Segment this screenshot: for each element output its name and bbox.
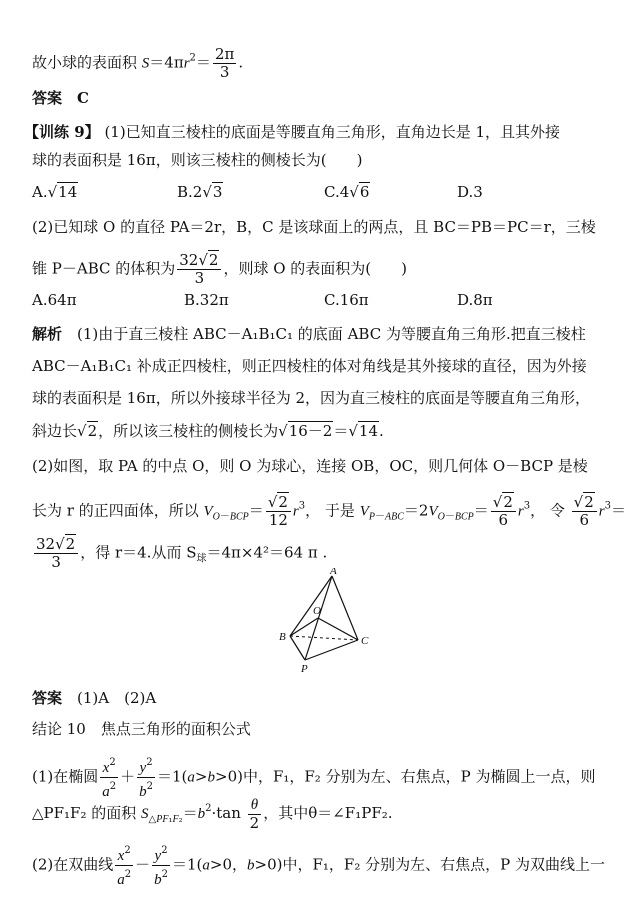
q1-text-a: (1)已知直三棱柱的底面是等腰直角三角形，直角边长是 1，且其外接: [104, 123, 561, 141]
sol1-line-b: ABC－A₁B₁C₁ 补成正四棱柱，则正四棱柱的体对角线是其外接球的直径，因为外接: [32, 357, 587, 375]
fraction: $\frac{2\pi}{3}$: [214, 45, 235, 81]
fraction: $\frac{32√2}{3}$: [177, 252, 221, 287]
q1-option-b: B.2√3: [177, 183, 223, 201]
fraction: $\frac{√2}{6}$: [491, 494, 516, 529]
final-answer: 答案 (1)A (2)A: [32, 689, 157, 707]
sol1-line-c: 球的表面积是 16π，所以外接球半径为 2，因为直三棱柱的底面是等腰直角三角形，: [32, 389, 591, 407]
label-b: B: [279, 631, 286, 643]
tetrahedron-figure: [270, 568, 380, 678]
edge-bp: [290, 636, 305, 660]
fraction: $\frac{√2}{12}$: [266, 494, 291, 529]
ellipse-line: (1)在椭圆 $\frac{x^2}{a^2}$ ＋ $\frac{y^2}{b^2}$ ＝1(a>b>0)中，F₁，F₂ 分别为左、右焦点，P 为椭圆上一点，则: [32, 754, 595, 801]
ellipse-area-line: △PF₁F₂ 的面积 $S_{\triangle PF_1F_2}=b^2\cdot\tan$ $\frac{\theta}{2}$ ，其中θ＝∠F₁PF₂.: [32, 797, 393, 832]
prev-conclusion-line: 故小球的表面积 $S=4\pi r^2=$ $\frac{2\pi}{3}$ .: [32, 45, 244, 81]
q2-option-d: D.8π: [457, 291, 493, 309]
fraction: $\frac{x^2}{a^2}$: [115, 842, 133, 889]
edge-ac: [332, 576, 358, 640]
q1-line-b: [32, 150, 362, 170]
edge-cp: [305, 640, 358, 660]
q2-line-a: [32, 217, 596, 237]
sol1-line-a: 解析 (1)由于直三棱柱 ABC－A₁B₁C₁ 的底面 ABC 为等腰直角三角形.把直三棱柱: [32, 325, 586, 343]
q2-option-a: A.64π: [32, 291, 77, 309]
fraction: $\frac{y^2}{b^2}$: [137, 754, 155, 801]
fraction: $\frac{√2}{6}$: [572, 494, 597, 529]
answer-value: C: [77, 89, 89, 107]
q2-option-c: C.16π: [324, 291, 369, 309]
solution-label: 解析: [32, 325, 63, 343]
fraction: $\frac{\theta}{2}$: [249, 797, 260, 832]
label-o: O: [313, 605, 321, 617]
q1-option-a: A.√14: [32, 183, 78, 201]
sol2-line-b: 长为 r 的正四面体，所以 $V_{O-BCP}=$ $\frac{√2}{12}$ $r^3$， 于是 $V_{P-ABC}=2V_{O-BCP}=$ $\frac{√2}{6}$ $r^3$， 令 $\frac{√2}{6}$ $r^3=$: [32, 493, 626, 529]
q1-line-a: [24, 122, 560, 142]
fraction: $\frac{32√2}{3}$: [34, 536, 78, 571]
answer-label: 答案: [32, 89, 63, 107]
training-title: 【训练 9】: [24, 123, 100, 141]
q1-option-d: D.3: [457, 183, 483, 201]
sol2-line-c: $\frac{32√2}{3}$ ，得 r＝4.从而 $S_球=4\pi\times 4^2=64$ π .: [36, 535, 328, 571]
q2-text-a: (2)已知球 O 的直径 PA＝2r，B，C 是该球面上的两点，且 BC＝PB＝PC＝r，三棱: [32, 218, 596, 236]
edge-oc: [318, 618, 358, 640]
edge-bc-hidden: [290, 636, 358, 640]
conclusion-title: 结论 10 焦点三角形的面积公式: [32, 720, 251, 738]
fraction: $\frac{x^2}{a^2}$: [100, 754, 118, 801]
label-c: C: [361, 635, 369, 647]
prev-conclusion-text: 故小球的表面积: [32, 53, 138, 72]
answer-prev: [32, 88, 89, 108]
sol2-line-a: (2)如图，取 PA 的中点 O，则 O 为球心，连接 OB，OC，则几何体 O－BCP 是棱: [32, 457, 588, 475]
hyperbola-line: (2)在双曲线 $\frac{x^2}{a^2}$ － $\frac{y^2}{b^2}$ ＝1(a>0，b>0)中，F₁，F₂ 分别为左、右焦点，P 为双曲线上一: [32, 842, 605, 889]
q2-option-b: B.32π: [184, 291, 229, 309]
edge-ab: [290, 576, 332, 636]
label-p: P: [301, 663, 308, 675]
label-a: A: [330, 568, 337, 577]
q1-text-b: 球的表面积是 16π，则该三棱柱的侧棱长为( ): [32, 151, 363, 169]
q1-option-c: C.4√6: [324, 183, 370, 201]
q2-line-b: 锥 P－ABC 的体积为 $\frac{32√2}{3}$ ，则球 O 的表面积为( ): [32, 251, 407, 287]
fraction: $\frac{y^2}{b^2}$: [152, 842, 170, 889]
sol1-line-d: 斜边长√2，所以该三棱柱的侧棱长为√16－2＝√14.: [32, 422, 384, 440]
